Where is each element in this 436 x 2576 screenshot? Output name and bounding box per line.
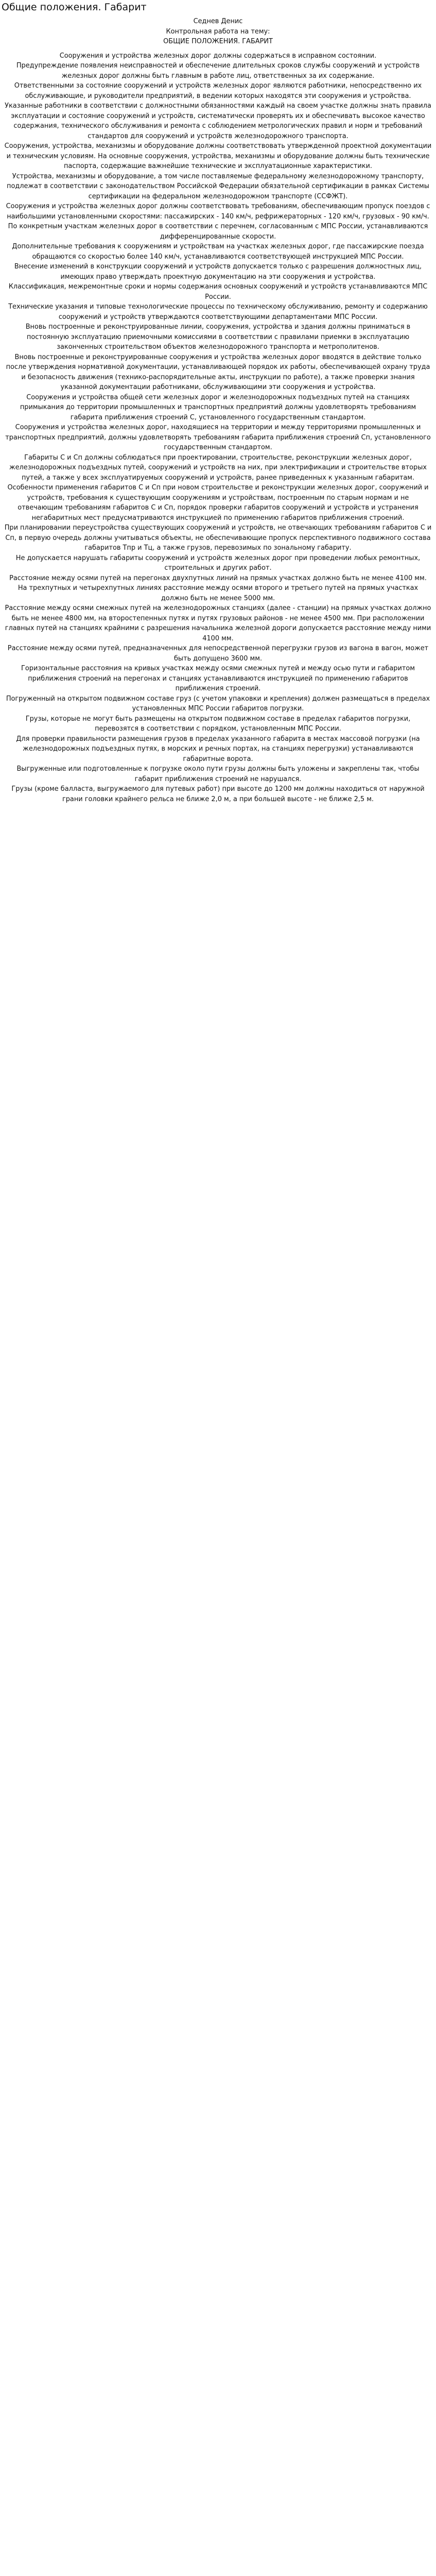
- body-paragraph: Расстояние между осями путей на перегонах двухпутных линий на прямых участках должно быть не менее 4100 мм.: [9, 574, 427, 582]
- body-paragraph: Габариты С и Сп должны соблюдаться при проектировании, строительстве, реконструкции железных дорог, железнодорожных подъездных путей, сооружений и устройств на них, при электрификации и строительстве вторых путей, а также у всех эксплуатируемых сооружений и устройств, ранее приведенных к указанным габаритам.: [9, 453, 427, 482]
- body-paragraph: Не допускается нарушать габариты сооружений и устройств железных дорог при проведении любых ремонтных, строительных и других работ.: [15, 554, 421, 572]
- body-paragraph: Вновь построенные и реконструированные линии, сооружения, устройства и здания должны приниматься в постоянную эксплуатацию приемочными комиссиями в соответствии с правилами приемки в эксплуатацию законченных строительством объектов железнодорожного транспорта и метрополитенов.: [25, 323, 411, 351]
- body-paragraph: Сооружения и устройства железных дорог должны соответствовать требованиям, обеспечивающим пропуск поездов с наибольшими установленными скоростями: пассажирских - 140 км/ч, рефрижераторных - 120 км/ч, грузовых - 90 км/ч. По конкретным участкам железных дорог в соответствии с перечнем, согласованным с МПС России, устанавливаются дифференцированные скорости.: [6, 202, 430, 241]
- body-paragraph: Горизонтальные расстояния на кривых участках между осями смежных путей и между осью пути и габаритом приближения строений на перегонах и станциях устанавливаются инструкцией по применению габаритов приближения строений.: [21, 665, 415, 692]
- body-paragraph: Дополнительные требования к сооружениям и устройствам на участках железных дорог, где пассажирские поезда обращаются со скоростью более 140 км/ч, устанавливаются соответствующей инструкцией МПС России.: [12, 243, 424, 261]
- body-paragraph: Сооружения и устройства железных дорог, находящиеся на территории и между территориями промышленных и транспортных предприятий, должны удовлетворять требованиям габарита приближения строений Сп, установленного государственным стандартом.: [5, 423, 431, 451]
- body-paragraph: Особенности применения габаритов С и Сп при новом строительстве и реконструкции железных дорог, сооружений и устройств, требования к существующим сооружениям и устройствам, построенным по старым нормам и не отвечающим требованиям габаритов С и Сп, порядок проверки габаритов сооружений и устройств и устранения негабаритных мест предусматриваются инструкцией по применению габаритов приближения строений.: [7, 484, 429, 522]
- topic-line: ОБЩИЕ ПОЛОЖЕНИЯ. ГАБАРИТ: [163, 38, 273, 45]
- paragraph-list: [4, 51, 432, 805]
- body-paragraph: Внесение изменений в конструкции сооружений и устройств допускается только с разрешения должностных лиц, имеющих право утверждать проектную документацию на эти сооружения и устройства.: [14, 263, 422, 281]
- body-paragraph: При планировании переустройства существующих сооружений и устройств, не отвечающих требованиям габаритов С и Сп, в первую очередь должны учитываться объекты, не обеспечивающие пропуск перспективного подвижного состава габаритов Тпр и Тц, а также грузов, перевозимых по зональному габариту.: [4, 524, 432, 552]
- subtitle-line: Контрольная работа на тему:: [166, 27, 270, 36]
- document-body: [4, 16, 432, 804]
- body-paragraph: Сооружения, устройства, механизмы и оборудование должны соответствовать утвержденной проектной документации и техническим условиям. На основные сооружения, устройства, механизмы и оборудование должны быть технические паспорта, содержащие важнейшие технические и эксплуатационные характеристики.: [4, 142, 432, 170]
- body-paragraph: Технические указания и типовые технологические процессы по техническому обслуживанию, ремонту и содержанию сооружений и устройств утверждаются соответствующими департаментами МПС России.: [8, 303, 428, 321]
- body-paragraph: Сооружения и устройства общей сети железных дорог и железнодорожных подъездных путей на станциях примыкания до территории промышленных и транспортных предприятий должны удовлетворять требованиям габарита приближения строений С, установленного государственным стандартом.: [20, 393, 416, 421]
- body-paragraph: Предупреждение появления неисправностей и обеспечение длительных сроков службы сооружений и устройств железных дорог должны быть главным в работе лиц, ответственных за их содержание.: [16, 62, 420, 80]
- body-paragraph: Погруженный на открытом подвижном составе груз (с учетом упаковки и крепления) должен размещаться в пределах установленных МПС России габаритов погрузки.: [6, 694, 430, 713]
- body-paragraph: Для проверки правильности размещения грузов в пределах указанного габарита в местах массовой погрузки (на железнодорожных подъездных путях, в морских и речных портах, на станциях перегрузки) устанавливаются габаритные ворота.: [16, 735, 420, 763]
- body-paragraph: Устройства, механизмы и оборудование, а том числе поставляемые федеральному железнодорожному транспорту, подлежат в соответствии с законодательством Российской Федерации обязательной сертификации в рамках Системы сертификации на федеральном железнодорожном транспорте (ССФЖТ).: [7, 172, 429, 200]
- body-paragraph: Ответственными за состояние сооружений и устройств железных дорог являются работники, непосредственно их обслуживающие, и руководители предприятий, в ведении которых находятся эти сооружения и устройства.: [14, 82, 422, 100]
- body-paragraph: Грузы (кроме балласта, выгружаемого для путевых работ) при высоте до 1200 мм должны находиться от наружной грани головки крайнего рельса не ближе 2,0 м, а при большей высоте - не ближе 2,5 м.: [11, 785, 425, 803]
- body-paragraph: Грузы, которые не могут быть размещены на открытом подвижном составе в пределах габаритов погрузки, перевозятся в соответствии с порядком, установленным МПС России.: [25, 715, 411, 733]
- body-paragraph: Расстояние между осями путей, предназначенных для непосредственной перегрузки грузов из вагона в вагон, может быть допущено 3600 мм.: [7, 645, 429, 663]
- body-paragraph: Классификация, межремонтные сроки и нормы содержания основных сооружений и устройств устанавливаются МПС России.: [8, 283, 428, 301]
- body-paragraph: Вновь построенные и реконструированные сооружения и устройства железных дорог вводятся в действие только после утверждения нормативной документации, устанавливающей порядок их работы, обеспечивающей охрану труда и безопасность движения (технико-распорядительные акты, инструкции по работе), а также проверки знания указанной документации работниками, обслуживающими эти сооружения и устройства.: [6, 353, 430, 391]
- body-paragraph: Указанные работники в соответствии с должностными обязанностями каждый на своем участке должны знать правила эксплуатации и состояние сооружений и устройств, систематически проверять их и обеспечивать высокое качество содержания, технического обслуживания и ремонта с соблюдением метрологических правил и норм и требований стандартов для сооружений и устройств железнодорожного транспорта.: [5, 102, 431, 140]
- body-paragraph: Расстояние между осями смежных путей на железнодорожных станциях (далее - станции) на прямых участках должно быть не менее 4800 мм, на второстепенных путях и путях грузовых районов - не менее 4500 мм. При расположении главных путей на станциях крайними с разрешения начальника железной дороги допускается расстояние между ними 4100 мм.: [5, 604, 431, 642]
- body-paragraph: Выгруженные или подготовленные к погрузке около пути грузы должны быть уложены и закреплены так, чтобы габарит приближения строений не нарушался.: [16, 765, 420, 783]
- body-paragraph: На трехпутных и четырехпутных линиях расстояние между осями второго и третьего путей на прямых участках должно быть не менее 5000 мм.: [18, 584, 418, 602]
- author-line: Седнев Денис: [193, 18, 243, 25]
- page-title: Общие положения. Габарит: [2, 2, 147, 13]
- body-paragraph: Сооружения и устройства железных дорог должны содержаться в исправном состоянии.: [59, 52, 377, 60]
